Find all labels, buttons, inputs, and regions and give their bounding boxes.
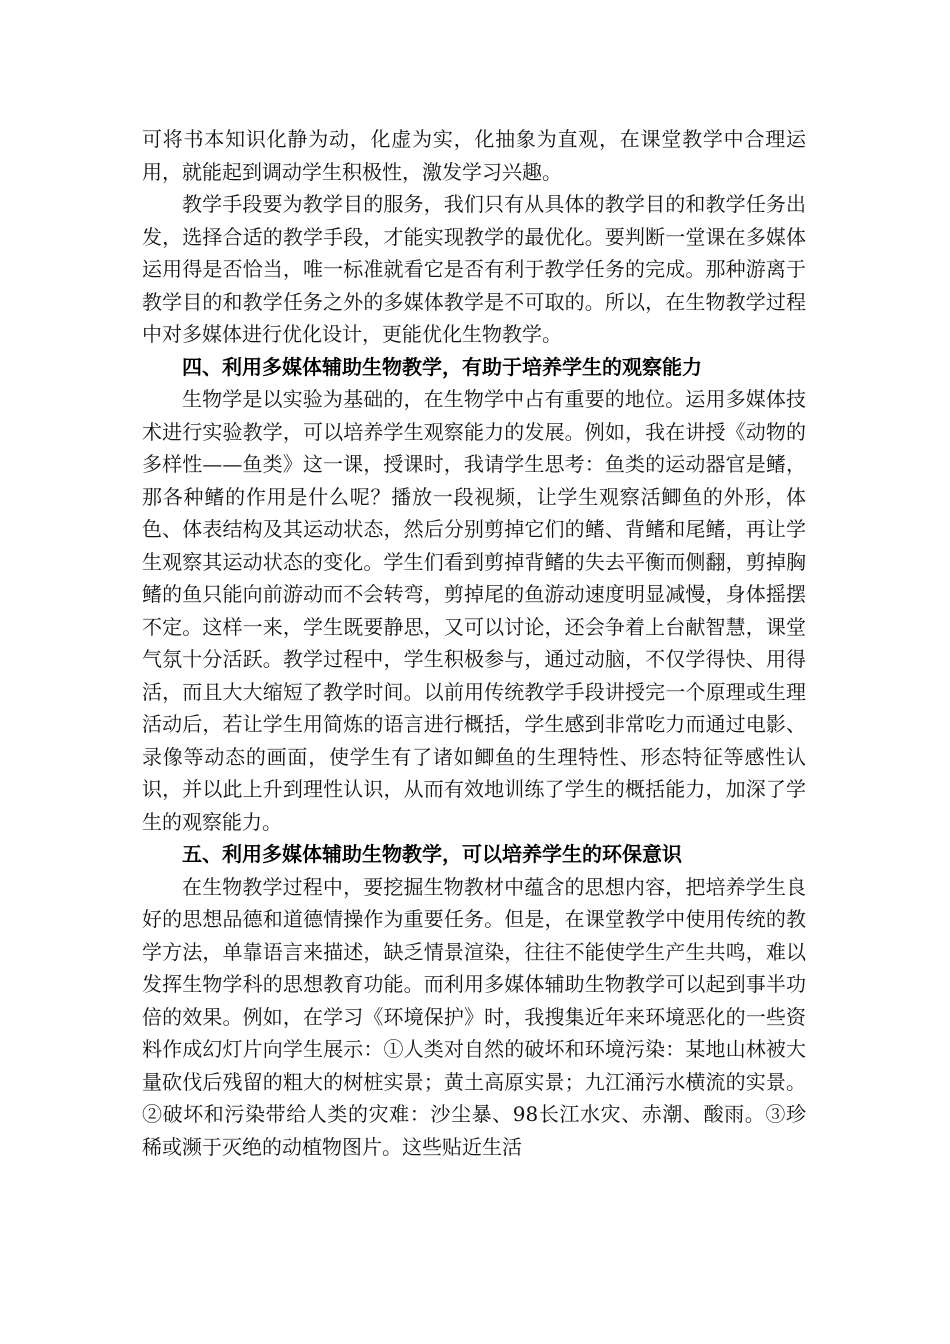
paragraph-intro-continuation: 可将书本知识化静为动，化虚为实，化抽象为直观，在课堂教学中合理运用，就能起到调动学生积极性，激发学习兴趣。 <box>142 127 806 184</box>
paragraph-observation-ability: 生物学是以实验为基础的，在生物学中占有重要的地位。运用多媒体技术进行实验教学，可以培养学生观察能力的发展。例如，我在讲授《动物的多样性——鱼类》这一课，授课时，我请学生思考：鱼类的运动器官是鳍，那各种鳍的作用是什么呢？播放一段视频，让学生观察活鲫鱼的外形，体色、体表结构及其运动状态，然后分别剪掉它们的鳍、背鳍和尾鳍，再让学生观察其运动状态的变化。学生们看到剪掉背鳍的失去平衡而侧翻，剪掉胸鳍的鱼只能向前游动而不会转弯，剪掉尾的鱼游动速度明显减慢，身体摇摆不定。这样一来，学生既要静思，又可以讨论，还会争着上台献智慧，课堂气氛十分活跃。教学过程中，学生积极参与，通过动脑，不仅学得快、用得活，而且大大缩短了教学时间。以前用传统教学手段讲授完一个原理或生理活动后，若让学生用简炼的语言进行概括，学生感到非常吃力而通过电影、录像等动态的画面，使学生有了诸如鲫鱼的生理特性、形态特征等感性认识，并以此上升到理性认识，从而有效地训练了学生的概括能力，加深了学生的观察能力。 <box>142 387 806 834</box>
paragraph-teaching-means: 教学手段要为教学目的服务，我们只有从具体的教学目的和教学任务出发，选择合适的教学手段，才能实现教学的最优化。要判断一堂课在多媒体运用得是否恰当，唯一标准就看它是否有利于教学任务的完成。那种游离于教学目的和教学任务之外的多媒体教学是不可取的。所以，在生物教学过程中对多媒体进行优化设计，更能优化生物教学。 <box>142 192 806 346</box>
section-heading-four: 四、利用多媒体辅助生物教学，有助于培养学生的观察能力 <box>182 354 702 379</box>
document-body <box>142 123 806 1163</box>
paragraph-environmental-awareness: 在生物教学过程中，要挖掘生物教材中蕴含的思想内容，把培养学生良好的思想品德和道德情操作为重要任务。但是，在课堂教学中使用传统的教学方法，单靠语言来描述，缺乏情景渲染，往往不能使学生产生共鸣，难以发挥生物学科的思想教育功能。而利用多媒体辅助生物教学可以起到事半功倍的效果。例如，在学习《环境保护》时，我搜集近年来环境恶化的一些资料作成幻灯片向学生展示：①人类对自然的破坏和环境污染：某地山林被大量砍伐后残留的粗大的树桩实景；黄土高原实景；九江涌污水横流的实景。②破坏和污染带给人类的灾难：沙尘暴、98长江水灾、赤潮、酸雨。③珍稀或濒于灭绝的动植物图片。这些贴近生活 <box>142 874 806 1159</box>
section-heading-five: 五、利用多媒体辅助生物教学，可以培养学生的环保意识 <box>182 842 682 866</box>
